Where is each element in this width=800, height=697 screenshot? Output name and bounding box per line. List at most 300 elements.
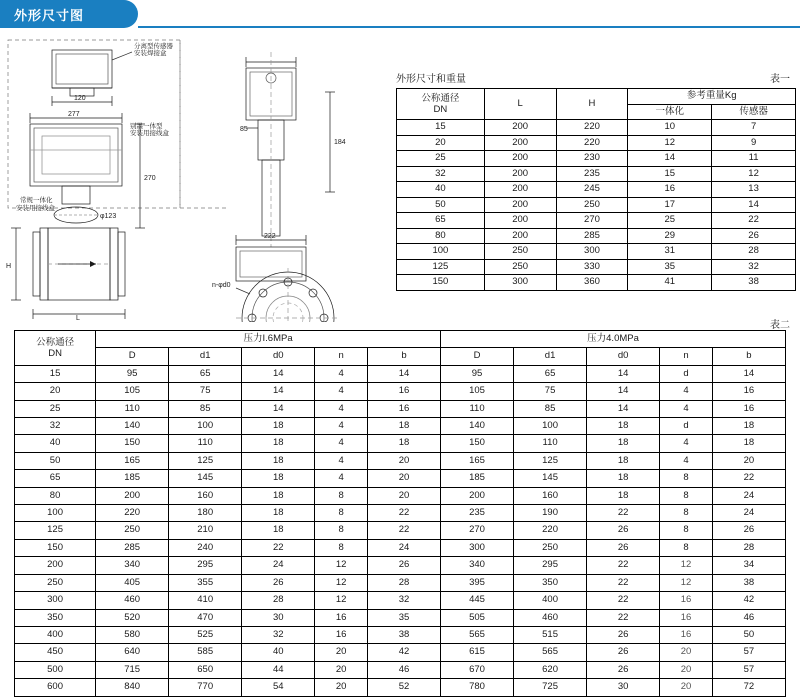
table-cell: d: [660, 418, 713, 435]
table-cell: 185: [96, 470, 169, 487]
table-cell: 10: [628, 120, 712, 136]
table-cell: 150: [397, 275, 485, 291]
table-cell: 28: [712, 244, 796, 260]
table-cell: 65: [397, 213, 485, 229]
table2-header-group-16: 压力I.6MPa: [96, 331, 441, 348]
table-row: [397, 197, 796, 213]
table-cell: 150: [15, 539, 96, 556]
table-cell: 20: [660, 644, 713, 661]
table-row: [397, 151, 796, 167]
table-cell: 35: [628, 259, 712, 275]
table-row: [397, 244, 796, 260]
table-cell: 330: [556, 259, 628, 275]
table-cell: 95: [96, 365, 169, 382]
table-cell: 11: [712, 151, 796, 167]
table-cell: 50: [15, 452, 96, 469]
table-cell: 220: [556, 135, 628, 151]
table-cell: 26: [242, 574, 315, 591]
table-cell: 300: [556, 244, 628, 260]
table1-header-dn: 公称通径 DN: [397, 89, 485, 120]
label-222: 222: [264, 233, 276, 240]
table-cell: 4: [660, 400, 713, 417]
table-cell: 250: [96, 522, 169, 539]
table-cell: 8: [660, 470, 713, 487]
table-cell: 31: [628, 244, 712, 260]
table-cell: 230: [556, 151, 628, 167]
label-277: 277: [68, 111, 80, 118]
table-cell: 125: [397, 259, 485, 275]
table-cell: 16: [368, 400, 441, 417]
table-flange-dimensions: [14, 330, 786, 697]
table-cell: 200: [484, 228, 556, 244]
table1-header-row-1: [397, 89, 796, 105]
table-cell: 42: [368, 644, 441, 661]
table-cell: 40: [15, 435, 96, 452]
table-cell: 105: [96, 383, 169, 400]
label-85: 85: [240, 126, 248, 133]
table-cell: 140: [96, 418, 169, 435]
dimension-drawing: [0, 32, 392, 322]
table-cell: 165: [96, 452, 169, 469]
table-cell: 22: [712, 213, 796, 229]
table-cell: 160: [514, 487, 587, 504]
table-cell: 840: [96, 679, 169, 696]
table-cell: 110: [441, 400, 514, 417]
table-cell: 600: [15, 679, 96, 696]
table-cell: 405: [96, 574, 169, 591]
table-cell: 4: [660, 383, 713, 400]
table-cell: 26: [587, 626, 660, 643]
table2-container: [14, 330, 786, 697]
table-cell: 18: [587, 452, 660, 469]
table-cell: 300: [441, 539, 514, 556]
table-cell: 235: [556, 166, 628, 182]
label-integrated4: 安装用接线盒: [16, 205, 55, 212]
table-cell: 42: [712, 592, 785, 609]
label-270: 270: [144, 175, 156, 182]
table-cell: 8: [315, 505, 368, 522]
table-cell: 145: [169, 470, 242, 487]
table-cell: 16: [315, 626, 368, 643]
table-cell: 100: [514, 418, 587, 435]
table-cell: 26: [587, 661, 660, 678]
table2-body: [15, 365, 786, 696]
table-cell: 4: [315, 470, 368, 487]
table-row: [15, 679, 786, 696]
table-cell: 26: [587, 539, 660, 556]
table-cell: 14: [242, 365, 315, 382]
table-cell: 565: [441, 626, 514, 643]
table-row: [15, 487, 786, 504]
table-cell: 200: [15, 557, 96, 574]
table-cell: 18: [368, 435, 441, 452]
table-row: [15, 522, 786, 539]
table-cell: 400: [15, 626, 96, 643]
table-cell: 8: [660, 522, 713, 539]
table-cell: 8: [315, 539, 368, 556]
table2-header-row-1: [15, 331, 786, 348]
table1-header-weight-group: 参考重量Kg: [628, 89, 796, 105]
table-cell: 20: [397, 135, 485, 151]
table-cell: 300: [484, 275, 556, 291]
table-cell: 14: [242, 400, 315, 417]
table-cell: 46: [368, 661, 441, 678]
table-cell: 50: [712, 626, 785, 643]
table-cell: 16: [628, 182, 712, 198]
table-cell: 20: [712, 452, 785, 469]
table-cell: 18: [712, 435, 785, 452]
table-cell: 12: [660, 557, 713, 574]
table-cell: 450: [15, 644, 96, 661]
table-row: [15, 505, 786, 522]
table1-header-weight-integrated: 一体化: [628, 104, 712, 120]
table2-header-n-16: n: [315, 348, 368, 365]
table-cell: 285: [96, 539, 169, 556]
table-cell: 295: [169, 557, 242, 574]
table-cell: 32: [712, 259, 796, 275]
table-cell: 26: [587, 522, 660, 539]
table-cell: 7: [712, 120, 796, 136]
table2-header-row-2: [15, 348, 786, 365]
table-cell: 250: [556, 197, 628, 213]
table-cell: 8: [315, 487, 368, 504]
table-cell: 110: [514, 435, 587, 452]
header-divider: [138, 26, 800, 28]
table2-header-b-40: b: [712, 348, 785, 365]
table2-label: 表二: [770, 320, 790, 331]
table-cell: 585: [169, 644, 242, 661]
table-cell: 4: [660, 452, 713, 469]
table2-header-dn: 公称通径 DN: [15, 331, 96, 366]
table-cell: 200: [484, 135, 556, 151]
table-cell: 250: [484, 244, 556, 260]
table-cell: 65: [15, 470, 96, 487]
table-cell: 340: [441, 557, 514, 574]
table-cell: 250: [514, 539, 587, 556]
table-row: [15, 626, 786, 643]
table-cell: 20: [660, 661, 713, 678]
table-cell: 18: [242, 452, 315, 469]
table-cell: 18: [242, 435, 315, 452]
table-cell: 460: [96, 592, 169, 609]
table-cell: 200: [484, 151, 556, 167]
label-junction-box: 分离型传感器: [134, 43, 173, 50]
table-cell: 22: [587, 609, 660, 626]
table-cell: 17: [628, 197, 712, 213]
table-cell: 160: [169, 487, 242, 504]
table-cell: 18: [242, 522, 315, 539]
table-row: [397, 166, 796, 182]
table-cell: 20: [368, 452, 441, 469]
table-cell: 40: [242, 644, 315, 661]
table-cell: 9: [712, 135, 796, 151]
table-cell: 26: [368, 557, 441, 574]
table-row: [397, 275, 796, 291]
table-cell: 615: [441, 644, 514, 661]
table-cell: 16: [315, 609, 368, 626]
table-cell: 165: [441, 452, 514, 469]
table-cell: 8: [660, 487, 713, 504]
table-cell: 28: [242, 592, 315, 609]
label-integrated-2: 安装用接线盒: [130, 130, 169, 137]
table1-caption: 外形尺寸和重量: [396, 74, 466, 85]
table-cell: 25: [628, 213, 712, 229]
table-cell: 715: [96, 661, 169, 678]
table1-container: [396, 88, 796, 291]
table-cell: 32: [368, 592, 441, 609]
table-cell: 4: [660, 435, 713, 452]
table-row: [15, 452, 786, 469]
table-row: [15, 661, 786, 678]
label-integrated3: 常规一体化: [20, 197, 53, 204]
table-cell: 24: [712, 487, 785, 504]
table-cell: 4: [315, 400, 368, 417]
table-cell: 80: [15, 487, 96, 504]
table1-header-l: L: [484, 89, 556, 120]
table-cell: 4: [315, 452, 368, 469]
table-cell: 200: [484, 166, 556, 182]
table-cell: 14: [712, 365, 785, 382]
table-cell: 12: [660, 574, 713, 591]
table2-header-d-16: D: [96, 348, 169, 365]
table-row: [15, 609, 786, 626]
table-cell: 14: [712, 197, 796, 213]
table-cell: 20: [368, 470, 441, 487]
table-cell: 650: [169, 661, 242, 678]
table-cell: 20: [315, 679, 368, 696]
table-cell: 200: [484, 182, 556, 198]
table-cell: 350: [15, 609, 96, 626]
table-row: [397, 135, 796, 151]
table-cell: 4: [315, 383, 368, 400]
table-cell: 32: [15, 418, 96, 435]
table-row: [15, 435, 786, 452]
table-cell: 620: [514, 661, 587, 678]
table-cell: 18: [587, 470, 660, 487]
table-cell: 24: [368, 539, 441, 556]
table2-header-n-40: n: [660, 348, 713, 365]
table-cell: 18: [242, 470, 315, 487]
table-cell: 770: [169, 679, 242, 696]
table-cell: 18: [712, 418, 785, 435]
table-cell: 16: [660, 592, 713, 609]
table-cell: 72: [712, 679, 785, 696]
table-cell: 95: [441, 365, 514, 382]
table-cell: 54: [242, 679, 315, 696]
table-cell: 8: [660, 505, 713, 522]
table-cell: 14: [368, 365, 441, 382]
table-cell: 22: [587, 574, 660, 591]
table-cell: 210: [169, 522, 242, 539]
table-cell: 80: [397, 228, 485, 244]
table-cell: 580: [96, 626, 169, 643]
table-cell: 125: [15, 522, 96, 539]
table-cell: 640: [96, 644, 169, 661]
table-cell: 200: [96, 487, 169, 504]
table-cell: 32: [397, 166, 485, 182]
table-cell: 200: [484, 197, 556, 213]
table-cell: 22: [242, 539, 315, 556]
table-cell: 18: [587, 487, 660, 504]
table-cell: 22: [368, 522, 441, 539]
table-cell: 22: [587, 592, 660, 609]
table-cell: 355: [169, 574, 242, 591]
table-cell: 525: [169, 626, 242, 643]
table-cell: 200: [484, 120, 556, 136]
table-cell: 500: [15, 661, 96, 678]
table-cell: 235: [441, 505, 514, 522]
table-cell: 14: [587, 400, 660, 417]
table-cell: 100: [397, 244, 485, 260]
table2-header-b-16: b: [368, 348, 441, 365]
table-cell: 250: [484, 259, 556, 275]
table-cell: 12: [315, 574, 368, 591]
table-cell: 57: [712, 644, 785, 661]
table-cell: 295: [514, 557, 587, 574]
table-cell: 20: [660, 679, 713, 696]
page-title: 外形尺寸图: [14, 7, 85, 23]
table-cell: 145: [514, 470, 587, 487]
table-cell: 670: [441, 661, 514, 678]
table-cell: 360: [556, 275, 628, 291]
table-cell: 14: [587, 383, 660, 400]
table-cell: 18: [242, 418, 315, 435]
table-cell: 15: [628, 166, 712, 182]
table1-label: 表一: [770, 74, 790, 85]
label-H: H: [6, 263, 12, 270]
table-cell: 410: [169, 592, 242, 609]
table-cell: 725: [514, 679, 587, 696]
label-L: L: [76, 315, 80, 322]
table-cell: 220: [96, 505, 169, 522]
table-cell: 400: [514, 592, 587, 609]
table-cell: 32: [242, 626, 315, 643]
table-cell: 8: [660, 539, 713, 556]
table2-header-d0-16: d0: [242, 348, 315, 365]
table-cell: 16: [712, 383, 785, 400]
table-cell: 20: [315, 644, 368, 661]
table-cell: 110: [169, 435, 242, 452]
table-cell: 395: [441, 574, 514, 591]
table-row: [397, 228, 796, 244]
table-cell: 52: [368, 679, 441, 696]
table-cell: 140: [441, 418, 514, 435]
table-cell: 16: [660, 609, 713, 626]
table-cell: 65: [514, 365, 587, 382]
label-n-phi-d0: n-φd0: [212, 282, 231, 289]
table-cell: 44: [242, 661, 315, 678]
table-cell: 75: [514, 383, 587, 400]
table-cell: 200: [484, 213, 556, 229]
table-cell: 220: [556, 120, 628, 136]
table-cell: 38: [712, 275, 796, 291]
table-cell: 26: [712, 522, 785, 539]
table-cell: 22: [368, 505, 441, 522]
table-cell: 12: [315, 557, 368, 574]
table-cell: 150: [96, 435, 169, 452]
table-cell: 20: [315, 661, 368, 678]
table-cell: 515: [514, 626, 587, 643]
table-cell: 34: [712, 557, 785, 574]
table-cell: 65: [169, 365, 242, 382]
table-cell: 38: [712, 574, 785, 591]
table-cell: 38: [368, 626, 441, 643]
table-cell: 75: [169, 383, 242, 400]
table-cell: 4: [315, 418, 368, 435]
table1-header-h: H: [556, 89, 628, 120]
table-cell: 16: [712, 400, 785, 417]
table-cell: 16: [660, 626, 713, 643]
table-row: [15, 592, 786, 609]
table-cell: 35: [368, 609, 441, 626]
table-row: [15, 400, 786, 417]
table-cell: 340: [96, 557, 169, 574]
label-junction-box-2: 安装焊接盒: [134, 50, 167, 57]
table-cell: 18: [242, 505, 315, 522]
table1-header-weight-sensor: 传感器: [712, 104, 796, 120]
table-cell: 4: [315, 365, 368, 382]
table-cell: 26: [587, 644, 660, 661]
table-cell: 470: [169, 609, 242, 626]
table-cell: 270: [556, 213, 628, 229]
table-cell: 30: [587, 679, 660, 696]
table-cell: 85: [169, 400, 242, 417]
table-cell: 110: [96, 400, 169, 417]
table-cell: 300: [15, 592, 96, 609]
table-cell: 505: [441, 609, 514, 626]
table-cell: 780: [441, 679, 514, 696]
label-integrated: 别墨一体型: [130, 123, 163, 130]
table-cell: 185: [441, 470, 514, 487]
table-cell: 125: [514, 452, 587, 469]
table-cell: 270: [441, 522, 514, 539]
table-cell: 22: [587, 505, 660, 522]
table-cell: 285: [556, 228, 628, 244]
table-cell: 22: [712, 470, 785, 487]
table1-body: [397, 120, 796, 291]
table-cell: 26: [712, 228, 796, 244]
table-cell: 41: [628, 275, 712, 291]
table-cell: 8: [315, 522, 368, 539]
table-row: [15, 539, 786, 556]
table-cell: 20: [368, 487, 441, 504]
table-row: [397, 259, 796, 275]
table-cell: 200: [441, 487, 514, 504]
table-cell: 220: [514, 522, 587, 539]
table-cell: 18: [368, 418, 441, 435]
label-123: φ123: [100, 213, 117, 220]
table-cell: 445: [441, 592, 514, 609]
table-row: [15, 470, 786, 487]
table2-header-group-40: 压力4.0MPa: [441, 331, 786, 348]
table-cell: 245: [556, 182, 628, 198]
table-cell: 50: [397, 197, 485, 213]
table-cell: 20: [15, 383, 96, 400]
table-cell: 14: [242, 383, 315, 400]
table-cell: 460: [514, 609, 587, 626]
table-row: [15, 574, 786, 591]
table2-header-d1-16: d1: [169, 348, 242, 365]
label-120: 120: [74, 95, 86, 102]
table-cell: 250: [15, 574, 96, 591]
table-cell: 57: [712, 661, 785, 678]
table-cell: 13: [712, 182, 796, 198]
table-cell: 15: [15, 365, 96, 382]
table-row: [15, 418, 786, 435]
table-row: [15, 365, 786, 382]
table-cell: 125: [169, 452, 242, 469]
table-cell: 100: [169, 418, 242, 435]
